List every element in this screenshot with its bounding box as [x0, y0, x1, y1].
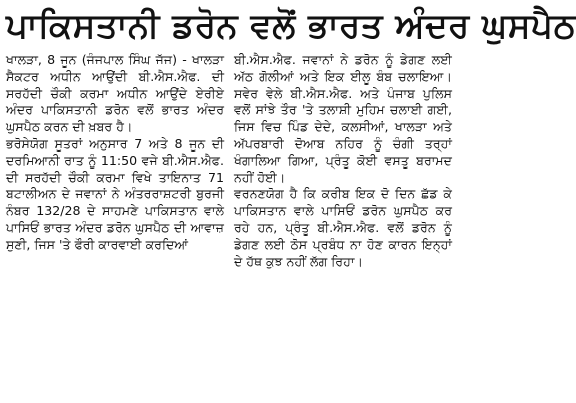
headline: ਪਾਕਿਸਤਾਨੀ ਡਰੋਨ ਵਲੋਂ ਭਾਰਤ ਅੰਦਰ ਘੁਸਪੈਠ [6, 6, 576, 46]
left-paragraph-2: ਭਰੋਸੇਯੋਗ ਸੂਤਰਾਂ ਅਨੁਸਾਰ 7 ਅਤੇ 8 ਜੂਨ ਦੀ ਦਰਮਿਆਨੀ ਰਾਤ ਨੂੰ 11:50 ਵਜੇ ਬੀ.ਐਸ.ਐਫ. ਦੀ ਸਰਹੱਦੀ ਚੌਕੀ ਕਰਮਾ ਵਿਖੇ ਤਾਇਨਾਤ 71 ਬਟਾਲੀਅਨ ਦੇ ਜਵਾਨਾਂ ਨੇ ਅੰਤਰਰਾਸ਼ਟਰੀ ਬੁਰਜੀ ਨੰਬਰ 132/28 ਦੇ ਸਾਹਮਣੇ ਪਾਕਿਸਤਾਨ ਵਾਲੇ ਪਾਸਿਓਂ ਭਾਰਤ ਅੰਦਰ ਡਰੋਨ ਘੁਸਪੈਠ ਦੀ ਆਵਾਜ਼ ਸੁਣੀ, ਜਿਸ 'ਤੇ ਫੌਰੀ ਕਾਰਵਾਈ ਕਰਦਿਆਂ [6, 135, 224, 252]
article-columns [6, 52, 452, 270]
right-paragraph-2: ਵਰਨਣਯੋਗ ਹੈ ਕਿ ਕਰੀਬ ਇਕ ਦੋ ਦਿਨ ਛੱਡ ਕੇ ਪਾਕਿਸਤਾਨ ਵਾਲੇ ਪਾਸਿਓਂ ਡਰੋਨ ਘੁਸਪੈਠ ਕਰ ਰਹੇ ਹਨ, ਪ੍ਰੰਤੂ ਬੀ.ਐਸ.ਐਫ. ਵਲੋਂ ਡਰੋਨ ਨੂੰ ਡੇਗਣ ਲਈ ਠੋਸ ਪ੍ਰਬੰਧ ਨਾ ਹੋਣ ਕਾਰਨ ਇਨ੍ਹਾਂ ਦੇ ਹੱਥ ਕੁਝ ਨਹੀਂ ਲੱਗ ਰਿਹਾ। [234, 186, 452, 269]
left-column [6, 52, 224, 254]
left-paragraph-1: ਖਾਲੜਾ, 8 ਜੂਨ (ਜੰਜਪਾਲ ਸਿੰਘ ਜੱਜ) - ਖਾਲੜਾ ਸੈਕਟਰ ਅਧੀਨ ਆਉਂਦੀ ਬੀ.ਐਸ.ਐਫ. ਦੀ ਸਰਹੱਦੀ ਚੌਕੀ ਕਰਮਾ ਅਧੀਨ ਆਉਂਦੇ ਏਰੀਏ ਅੰਦਰ ਪਾਕਿਸਤਾਨੀ ਡਰੋਨ ਵਲੋਂ ਭਾਰਤ ਅੰਦਰ ਘੁਸਪੈਠ ਕਰਨ ਦੀ ਖ਼ਬਰ ਹੈ। [6, 52, 224, 135]
right-paragraph-1: ਬੀ.ਐਸ.ਐਫ. ਜਵਾਨਾਂ ਨੇ ਡਰੋਨ ਨੂੰ ਡੇਗਣ ਲਈ ਅੱਠ ਗੋਲੀਆਂ ਅਤੇ ਇਕ ਈਲੂ ਬੰਬ ਚਲਾਇਆ। ਸਵੇਰ ਵੇਲੇ ਬੀ.ਐਸ.ਐਫ. ਅਤੇ ਪੰਜਾਬ ਪੁਲਿਸ ਵਲੋਂ ਸਾਂਝੇ ਤੌਰ 'ਤੇ ਤਲਾਸ਼ੀ ਮੁਹਿਮ ਚਲਾਈ ਗਈ, ਜਿਸ ਵਿਚ ਪਿੰਡ ਦੇਦੇ, ਕਲਸੀਆਂ, ਖਾਲੜਾ ਅਤੇ ਅੱਪਰਬਾਰੀ ਦੋਆਬ ਨਹਿਰ ਨੂੰ ਚੰਗੀ ਤਰ੍ਹਾਂ ਖੰਗਾਲਿਆ ਗਿਆ, ਪ੍ਰੰਤੂ ਕੋਈ ਵਸਤੂ ਬਰਾਮਦ ਨਹੀਂ ਹੋਈ। [234, 52, 452, 185]
right-column [234, 52, 452, 270]
